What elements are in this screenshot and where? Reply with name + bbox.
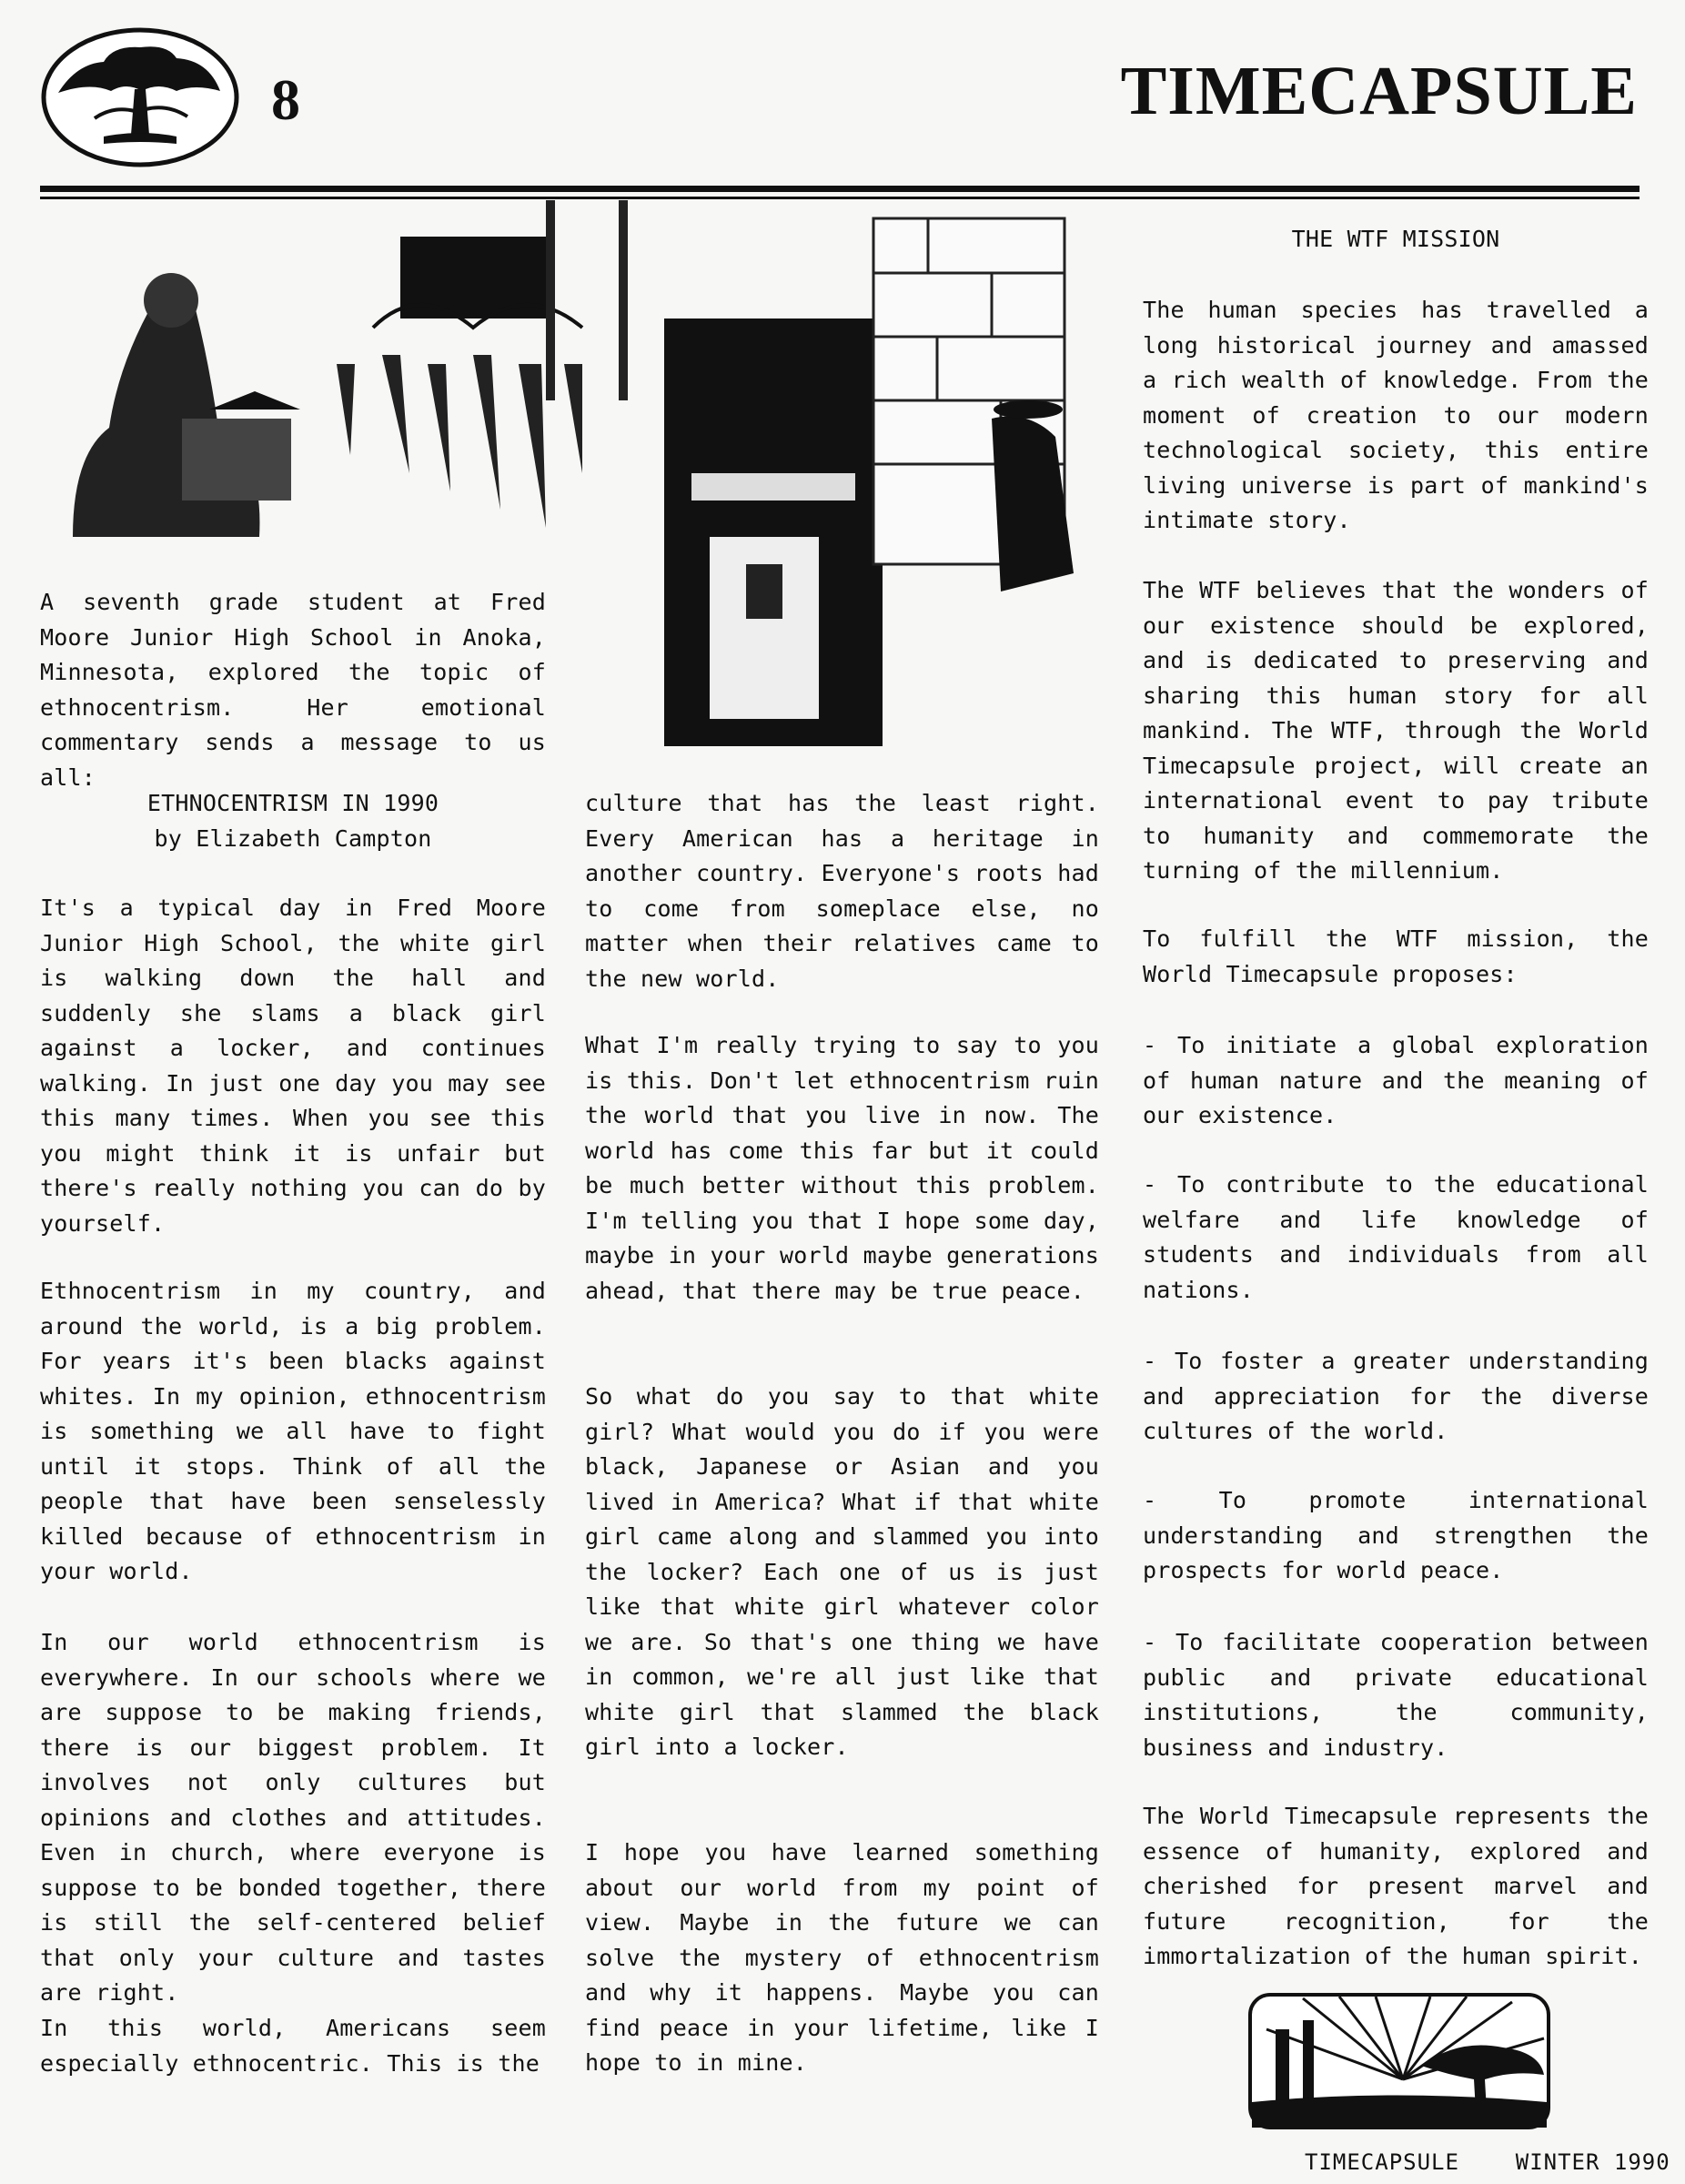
intro-text: A seventh grade student at Fred Moore Junior High School in Anoka, Minnesota, explored the topic of ethnocentrism. Her emotional commentary sends a message to us all: <box>40 589 546 791</box>
mission-paragraph: To fulfill the WTF mission, the World Timecapsule proposes: <box>1143 925 1649 987</box>
essay-paragraph: What I'm really trying to say to you is this. Don't let ethnocentrism ruin the world that you live in now. The world has come this far but it could be much better without this problem. I'm telling you that I hope some day, maybe in your world maybe generations ahead, that there may be true peace. <box>585 1032 1099 1304</box>
mission-paragraph: The WTF believes that the wonders of our existence should be explored, and is dedicated to preserving and sharing this human story for all mankind. The WTF, through the World Timecapsule project, will create an international event to pay tribute to humanity and commemorate the turning of the millennium. <box>1143 577 1649 884</box>
sunset-tree-icon <box>1248 1993 1550 2129</box>
page-number: 8 <box>271 67 300 132</box>
mission-item: - To initiate a global exploration of human nature and the meaning of our existence. <box>1143 1032 1649 1128</box>
mission-item: - To facilitate cooperation between public and private educational institutions, the community, business and industry. <box>1143 1629 1649 1761</box>
mission-title: THE WTF MISSION <box>1291 226 1500 252</box>
kaaba-crowd-icon <box>337 200 628 528</box>
mission-paragraph: The World Timecapsule represents the essence of humanity, explored and cherished for present marvel and future recognition, for the immortalization of the human spirit. <box>1143 1803 1649 1969</box>
vatican-balcony-icon <box>664 318 883 746</box>
essay-paragraph: Ethnocentrism in my country, and around the world, is a big problem. For years it's been blacks against whites. In my opinion, ethnocentrism is something we all have to fight until it stops. Think of all the people that have been senselessly killed because of ethnocentrism in your world. <box>40 1278 546 1584</box>
mission-paragraph: The human species has travelled a long historical journey and amassed a rich wealth of knowledge. From the moment of creation to our modern technological society, this entire living universe is part of mankind's intimate story. <box>1143 297 1649 533</box>
mission-item: - To contribute to the educational welfare and life knowledge of students and individuals from all nations. <box>1143 1171 1649 1303</box>
mission-item: - To promote international understanding and strengthen the prospects for world peace. <box>1143 1487 1649 1583</box>
footer-issue: TIMECAPSULE WINTER 1990 <box>1305 2149 1670 2175</box>
mission-item: - To foster a greater understanding and appreciation for the diverse cultures of the world. <box>1143 1348 1649 1444</box>
buddha-statue-icon <box>73 273 300 537</box>
essay-paragraph: In our world ethnocentrism is everywhere. In our schools where we are suppose to be making friends, there is our biggest problem. It involves not only cultures but opinions and clothes and attitudes. Even in church, where everyone is suppose to be bonded together, there is still the self-centered belief that only your culture and tastes are right. <box>40 1629 546 2006</box>
tree-logo-icon <box>40 27 240 168</box>
essay-paragraph: So what do you say to that white girl? What would you do if you were black, Japanese or Asian and you lived in America? What if that white girl came along and slammed you into the locker? Each one of us is just like that white girl whatever color we are. So that's one thing we have in common, we're all just like that white girl that slammed the black girl into a locker. <box>585 1383 1099 1760</box>
essay-title: ETHNOCENTRISM IN 1990 <box>146 790 439 816</box>
western-wall-icon <box>873 218 1074 592</box>
essay-paragraph: It's a typical day in Fred Moore Junior High School, the white girl is walking down the hall and suddenly she slams a black girl against a locker, and continues walking. In just one day you may see this many times. When you see this you might think it is unfair but there's really nothing you can do by yourself. <box>40 895 546 1237</box>
masthead-title: TIMECAPSULE <box>1120 53 1638 129</box>
essay-byline: by Elizabeth Campton <box>154 824 432 852</box>
essay-paragraph: In this world, Americans seem especially ethnocentric. This is the <box>40 2015 546 2077</box>
essay-paragraph: culture that has the least right. Every American has a heritage in another country. Everyone's roots had to come from someplace else, no matter when their relatives came to the new world. <box>585 790 1099 992</box>
essay-paragraph: I hope you have learned something about our world from my point of view. Maybe in the future we can solve the mystery of ethnocentrism and why it happens. Maybe you can find peace in your lifetime, like I hope to in mine. <box>585 1839 1099 2076</box>
